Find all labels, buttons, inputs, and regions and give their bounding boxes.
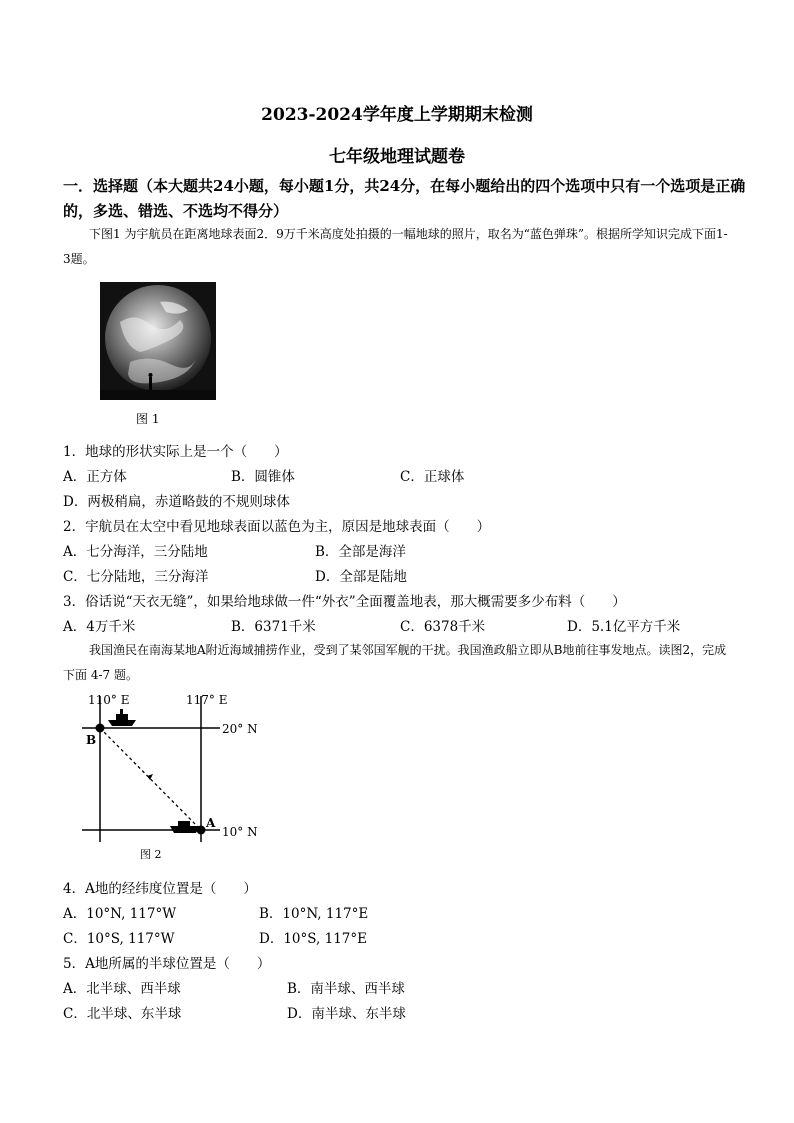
q2-option-d[interactable]: D．全部是陆地 [315, 569, 407, 585]
intro-4-7: 我国渔民在南海某地A附近海域捕捞作业，受到了某邻国军舰的干扰。我国渔政船立即从B地前往事发地点。读图2，完成下面 4-7 题。 [63, 643, 727, 682]
q4-option-d[interactable]: D．10°S, 117°E [259, 931, 367, 947]
figure-1-caption: 图 1 [136, 412, 160, 426]
q1-option-d[interactable]: D．两极稍扁，赤道略鼓的不规则球体 [63, 494, 290, 510]
lat-long-grid-figure [78, 690, 268, 860]
q4-option-c[interactable]: C．10°S, 117°W [63, 931, 175, 947]
q1-option-c[interactable]: C．正球体 [400, 469, 465, 485]
q5-option-b[interactable]: B．南半球、西半球 [287, 981, 405, 997]
label-10n: 10° N [222, 825, 258, 839]
q5-option-c[interactable]: C．北半球、东半球 [63, 1006, 182, 1022]
point-b-marker [96, 724, 105, 733]
intro-1-3: 下图1 为宇航员在距离地球表面2．9万千米高度处拍摄的一幅地球的照片，取名为“蓝色弹珠”。根据所学知识完成下面1-3题。 [63, 227, 728, 266]
figure-2-caption: 图 2 [140, 848, 162, 860]
astronaut-silhouette [149, 377, 152, 390]
label-20n: 20° N [222, 722, 258, 736]
label-point-b: B [86, 733, 97, 747]
q3-stem: 3．俗话说“天衣无缝”，如果给地球做一件“外衣”全面覆盖地表，那大概需要多少布料（ ） [63, 594, 626, 610]
label-110e: 110° E [88, 693, 130, 707]
q2-option-b[interactable]: B．全部是海洋 [315, 544, 406, 560]
q4-option-b[interactable]: B．10°N, 117°E [259, 906, 369, 922]
label-117e: 117° E [186, 693, 228, 707]
section-heading: 一．选择题（本大题共24小题，每小题1分，共24分，在每小题给出的四个选项中只有一个选项是正确的，多选、错选、不选均不得分） [63, 177, 746, 220]
q2-option-a[interactable]: A．七分海洋，三分陆地 [63, 544, 208, 560]
q1-stem: 1．地球的形状实际上是一个（ ） [63, 444, 288, 460]
q4-stem: 4．A地的经纬度位置是（ ） [63, 881, 257, 897]
route-arrow-icon [147, 774, 153, 780]
label-point-a: A [206, 816, 216, 830]
q2-stem: 2．宇航员在太空中看见地球表面以蓝色为主，原因是地球表面（ ） [63, 519, 491, 535]
q5-stem: 5．A地所属的半球位置是（ ） [63, 956, 271, 972]
earth-photo-figure [100, 282, 216, 400]
q3-option-d[interactable]: D．5.1亿平方千米 [567, 619, 681, 635]
warship-icon [170, 821, 200, 833]
q3-option-c[interactable]: C．6378千米 [400, 619, 486, 635]
q1-option-b[interactable]: B．圆锥体 [231, 469, 295, 485]
q3-option-a[interactable]: A．4万千米 [63, 619, 136, 635]
exam-subtitle: 七年级地理试题卷 [329, 147, 465, 167]
patrol-ship-icon [108, 709, 136, 726]
q4-option-a[interactable]: A．10°N, 117°W [63, 906, 177, 922]
q2-option-c[interactable]: C．七分陆地，三分海洋 [63, 569, 209, 585]
q5-option-d[interactable]: D．南半球、东半球 [287, 1006, 406, 1022]
q1-option-a[interactable]: A．正方体 [63, 469, 127, 485]
exam-title: 2023-2024学年度上学期期末检测 [261, 105, 533, 125]
q5-option-a[interactable]: A．北半球、西半球 [63, 981, 181, 997]
q3-option-b[interactable]: B．6371千米 [231, 619, 316, 635]
